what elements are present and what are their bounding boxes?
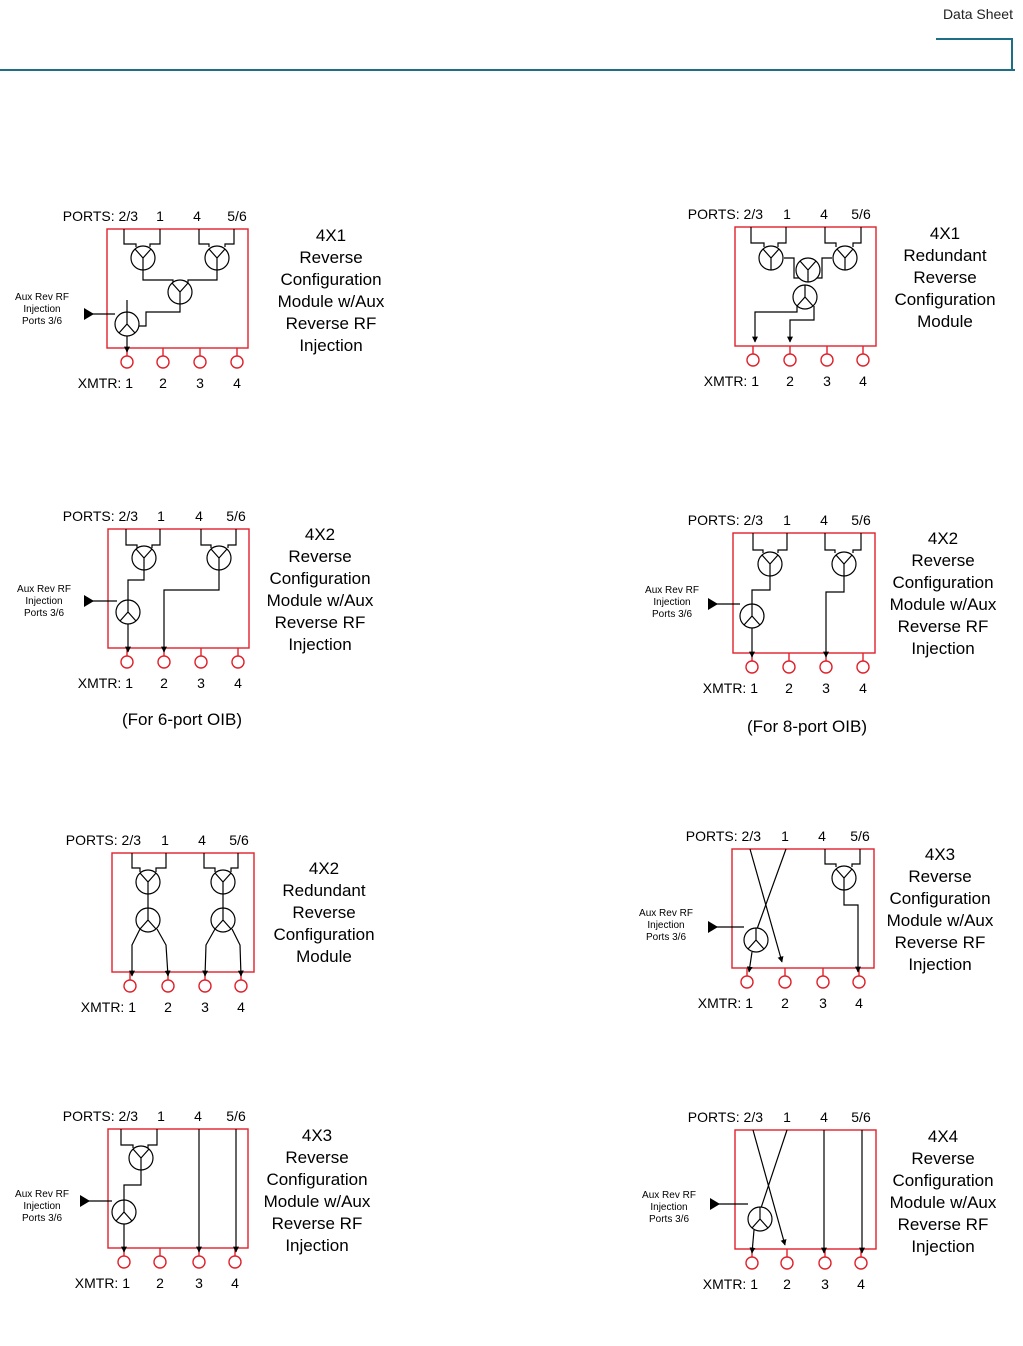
output-connector-icon [857, 354, 869, 366]
output-connector-icon [741, 976, 753, 988]
port-5-6-label: 5/6 [229, 832, 249, 848]
xmtr-3-label: 3 [201, 999, 209, 1015]
module-title-line: Configuration [892, 1171, 994, 1190]
aux-label-line: Aux Rev RF [17, 584, 71, 595]
output-connector-icon [819, 1257, 831, 1269]
aux-input-arrow [84, 595, 94, 607]
output-connector-icon [747, 354, 759, 366]
xmtr-3-label: 3 [823, 373, 831, 389]
signal-arrow [755, 306, 797, 342]
module-title-line: Redundant [282, 881, 366, 900]
xmtr-2-label: 2 [781, 995, 789, 1011]
signal-line [124, 229, 136, 247]
aux-label-line: Injection [25, 596, 63, 607]
module-title-line: Configuration [889, 889, 991, 908]
port-1-label: 1 [783, 1109, 791, 1125]
module-title-line: Configuration [269, 569, 371, 588]
signal-line [199, 229, 209, 247]
aux-label-line: Injection [647, 920, 685, 931]
port-note: (For 8-port OIB) [747, 717, 867, 736]
output-connector-icon [157, 356, 169, 368]
xmtr-label: XMTR: 1 [702, 1276, 758, 1292]
module-title-line: Reverse RF [894, 933, 986, 952]
module-title-line: Module w/Aux [266, 591, 374, 610]
port-1-label: 1 [161, 832, 169, 848]
signal-arrow [132, 929, 140, 976]
module-title-line: Reverse [911, 551, 975, 570]
port-4-label: 4 [820, 1109, 828, 1125]
xmtr-3-label: 3 [195, 1275, 203, 1291]
signal-line [853, 533, 861, 553]
port-5-6-label: 5/6 [851, 512, 871, 528]
aux-label-line: Injection [653, 597, 691, 608]
xmtr-3-label: 3 [821, 1276, 829, 1292]
module-title-line: Module w/Aux [889, 1193, 997, 1212]
module-title-line: Reverse RF [274, 613, 366, 632]
output-connector-icon [158, 656, 170, 668]
module-4 [645, 512, 997, 736]
module-title-line: Configuration [894, 290, 996, 309]
aux-label-line: Injection [650, 1202, 688, 1213]
aux-input-arrow [84, 308, 94, 320]
xmtr-2-label: 2 [783, 1276, 791, 1292]
aux-input-arrow [708, 598, 718, 610]
aux-label-line: Injection [23, 304, 61, 315]
signal-line [148, 1129, 157, 1148]
xmtr-3-label: 3 [822, 680, 830, 696]
signal-line [778, 227, 786, 247]
module-title-line: Configuration [892, 573, 994, 592]
port-4-label: 4 [198, 832, 206, 848]
module-title-line: 4X2 [927, 529, 959, 548]
signal-line [126, 529, 137, 548]
port-4-label: 4 [195, 508, 203, 524]
module-title-line: Module [296, 947, 352, 966]
signal-line [150, 229, 160, 247]
module-title-line: 4X3 [924, 845, 956, 864]
port-4-label: 4 [818, 828, 826, 844]
signal-arrow [232, 929, 241, 976]
output-connector-icon [855, 1257, 867, 1269]
signal-line [121, 1129, 133, 1148]
aux-input-arrow [708, 921, 718, 933]
module-title-line: Reverse [292, 903, 356, 922]
signal-line [753, 533, 763, 553]
xmtr-4-label: 4 [233, 375, 241, 391]
signal-line [225, 229, 234, 247]
output-connector-icon [162, 980, 174, 992]
module-title-line: Reverse RF [897, 617, 989, 636]
module-6 [639, 828, 994, 1011]
module-title-line: Reverse [288, 547, 352, 566]
port-4-label: 4 [820, 206, 828, 222]
module-box [735, 1130, 876, 1249]
signal-line [853, 227, 861, 247]
output-connector-icon [783, 661, 795, 673]
xmtr-label: XMTR: 1 [77, 675, 133, 691]
aux-label-line: Aux Rev RF [639, 908, 693, 919]
output-connector-icon [118, 1256, 130, 1268]
module-title-line: 4X3 [301, 1126, 333, 1145]
module-title-line: Reverse [299, 248, 363, 267]
xmtr-label: XMTR: 1 [80, 999, 136, 1015]
ports-label: PORTS: 2/3 [687, 512, 763, 528]
module-title-line: Reverse [285, 1148, 349, 1167]
module-title-line: Redundant [903, 246, 987, 265]
aux-label-line: Aux Rev RF [15, 1189, 69, 1200]
output-connector-icon [779, 976, 791, 988]
module-5 [66, 832, 375, 1015]
module-title-line: 4X2 [304, 525, 336, 544]
xmtr-4-label: 4 [859, 373, 867, 389]
aux-input-arrow [80, 1195, 90, 1207]
ports-label: PORTS: 2/3 [685, 828, 761, 844]
output-connector-icon [199, 980, 211, 992]
port-5-6-label: 5/6 [227, 208, 247, 224]
aux-label-line: Ports 3/6 [645, 932, 687, 943]
output-connector-icon [121, 356, 133, 368]
signal-line [128, 570, 144, 600]
module-8 [642, 1109, 997, 1292]
signal-line [752, 576, 770, 604]
xmtr-2-label: 2 [156, 1275, 164, 1291]
signal-line [228, 529, 236, 548]
module-title-line: 4X1 [929, 224, 961, 243]
signal-line [138, 304, 180, 326]
module-title-line: Reverse [913, 268, 977, 287]
xmtr-label: XMTR: 1 [77, 375, 133, 391]
output-connector-icon [817, 976, 829, 988]
output-connector-icon [746, 1257, 758, 1269]
module-box [733, 533, 875, 653]
signal-arrow [844, 890, 858, 972]
ports-label: PORTS: 2/3 [687, 1109, 763, 1125]
ports-label: PORTS: 2/3 [62, 1108, 138, 1124]
xmtr-3-label: 3 [197, 675, 205, 691]
port-5-6-label: 5/6 [850, 828, 870, 844]
xmtr-4-label: 4 [237, 999, 245, 1015]
port-4-label: 4 [820, 512, 828, 528]
signal-line [825, 533, 835, 553]
ports-label: PORTS: 2/3 [62, 508, 138, 524]
output-connector-icon [229, 1256, 241, 1268]
xmtr-3-label: 3 [196, 375, 204, 391]
module-title-line: Injection [911, 639, 975, 658]
xmtr-label: XMTR: 1 [697, 995, 753, 1011]
signal-line [761, 1130, 787, 1208]
port-5-6-label: 5/6 [226, 1108, 246, 1124]
xmtr-label: XMTR: 1 [703, 373, 759, 389]
module-title-line: Injection [908, 955, 972, 974]
module-title-line: Injection [299, 336, 363, 355]
output-connector-icon [235, 980, 247, 992]
port-1-label: 1 [781, 828, 789, 844]
signal-line [124, 1170, 141, 1200]
xmtr-4-label: 4 [231, 1275, 239, 1291]
output-connector-icon [857, 661, 869, 673]
module-title-line: Reverse RF [271, 1214, 363, 1233]
signal-arrow [749, 952, 752, 972]
xmtr-2-label: 2 [159, 375, 167, 391]
aux-label-line: Injection [23, 1201, 61, 1212]
module-title-line: Module w/Aux [886, 911, 994, 930]
ports-label: PORTS: 2/3 [65, 832, 141, 848]
port-1-label: 1 [157, 508, 165, 524]
port-1-label: 1 [156, 208, 164, 224]
signal-line [201, 529, 211, 548]
signal-arrow [157, 929, 168, 976]
module-1 [15, 208, 385, 391]
module-title-line: Configuration [280, 270, 382, 289]
signal-line [825, 227, 836, 247]
aux-label-line: Ports 3/6 [651, 609, 693, 620]
output-connector-icon [821, 354, 833, 366]
xmtr-4-label: 4 [857, 1276, 865, 1292]
xmtr-label: XMTR: 1 [702, 680, 758, 696]
xmtr-label: XMTR: 1 [74, 1275, 130, 1291]
signal-arrow [826, 576, 844, 657]
module-title-line: Configuration [266, 1170, 368, 1189]
port-1-label: 1 [783, 206, 791, 222]
signal-line [152, 529, 160, 548]
port-5-6-label: 5/6 [226, 508, 246, 524]
module-title-line: 4X1 [315, 226, 347, 245]
aux-label-line: Ports 3/6 [21, 1213, 63, 1224]
aux-label-line: Ports 3/6 [21, 316, 63, 327]
output-connector-icon [853, 976, 865, 988]
aux-label-line: Aux Rev RF [15, 292, 69, 303]
module-title-line: Injection [911, 1237, 975, 1256]
output-connector-icon [121, 656, 133, 668]
module-title-line: Module w/Aux [277, 292, 385, 311]
output-connector-icon [193, 1256, 205, 1268]
xmtr-4-label: 4 [855, 995, 863, 1011]
signal-line [204, 853, 215, 872]
module-2 [688, 206, 996, 389]
output-connector-icon [232, 656, 244, 668]
signal-arrow [164, 570, 219, 652]
signal-line [825, 849, 836, 867]
aux-label-line: Aux Rev RF [642, 1190, 696, 1201]
aux-label-line: Ports 3/6 [23, 608, 65, 619]
xmtr-2-label: 2 [786, 373, 794, 389]
signal-arrow [205, 929, 215, 976]
port-1-label: 1 [783, 512, 791, 528]
xmtr-2-label: 2 [785, 680, 793, 696]
ports-label: PORTS: 2/3 [687, 206, 763, 222]
module-title-line: Module [917, 312, 973, 331]
aux-label-line: Aux Rev RF [645, 585, 699, 596]
signal-line [143, 270, 173, 283]
port-5-6-label: 5/6 [851, 1109, 871, 1125]
output-connector-icon [820, 661, 832, 673]
xmtr-2-label: 2 [164, 999, 172, 1015]
port-1-label: 1 [157, 1108, 165, 1124]
signal-line [132, 853, 140, 872]
aux-input-arrow [710, 1198, 720, 1210]
signal-line [778, 533, 787, 553]
signal-line [751, 227, 764, 247]
module-title-line: Configuration [273, 925, 375, 944]
ports-label: PORTS: 2/3 [62, 208, 138, 224]
module-3 [17, 508, 374, 729]
module-7 [15, 1108, 371, 1291]
xmtr-4-label: 4 [234, 675, 242, 691]
signal-line [156, 853, 166, 872]
signal-line [852, 849, 860, 867]
output-connector-icon [231, 356, 243, 368]
header-label: Data Sheet [942, 6, 1013, 22]
module-title-line: Module w/Aux [889, 595, 997, 614]
module-title-line: Injection [285, 1236, 349, 1255]
output-connector-icon [781, 1257, 793, 1269]
port-4-label: 4 [194, 1108, 202, 1124]
aux-label-line: Ports 3/6 [648, 1214, 690, 1225]
module-box [108, 1129, 248, 1248]
port-note: (For 6-port OIB) [122, 710, 242, 729]
module-title-line: Reverse RF [285, 314, 377, 333]
output-connector-icon [194, 356, 206, 368]
module-title-line: Module w/Aux [263, 1192, 371, 1211]
signal-line [188, 270, 217, 283]
module-title-line: Reverse [908, 867, 972, 886]
xmtr-4-label: 4 [859, 680, 867, 696]
xmtr-2-label: 2 [160, 675, 168, 691]
output-connector-icon [124, 980, 136, 992]
output-connector-icon [195, 656, 207, 668]
port-5-6-label: 5/6 [851, 206, 871, 222]
output-connector-icon [154, 1256, 166, 1268]
module-title-line: Reverse RF [897, 1215, 989, 1234]
module-title-line: 4X2 [308, 859, 340, 878]
module-title-line: Injection [288, 635, 352, 654]
signal-line [231, 853, 238, 872]
port-4-label: 4 [193, 208, 201, 224]
output-connector-icon [784, 354, 796, 366]
module-title-line: Reverse [911, 1149, 975, 1168]
output-connector-icon [746, 661, 758, 673]
module-title-line: 4X4 [927, 1127, 959, 1146]
xmtr-3-label: 3 [819, 995, 827, 1011]
